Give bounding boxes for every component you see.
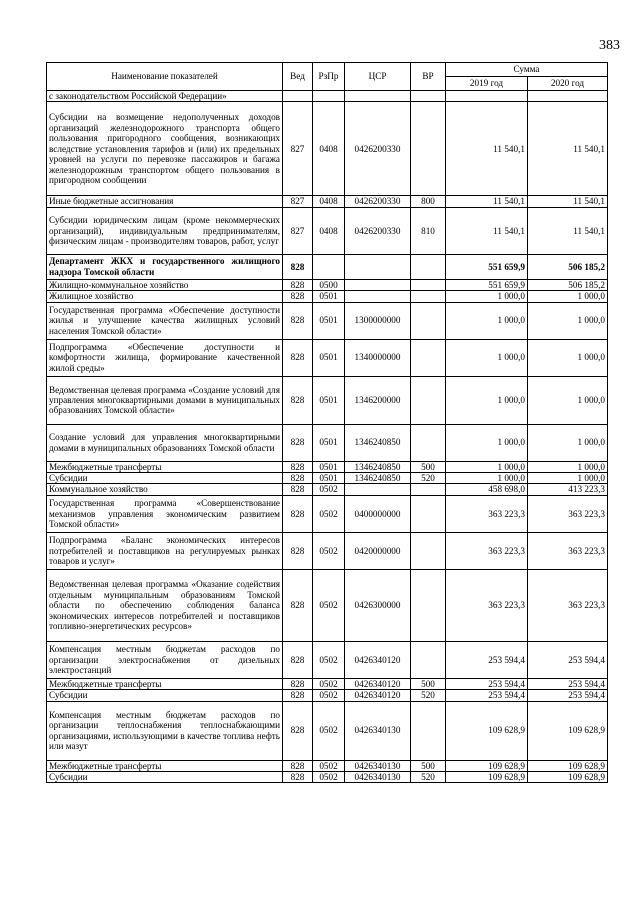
table-row	[47, 207, 608, 254]
row-name: Департамент ЖКХ и государственного жилищного надзора Томской области	[47, 254, 283, 279]
row-sum-2020	[528, 91, 608, 102]
row-sum-2019: 1 000,0	[446, 291, 528, 302]
table-row	[47, 376, 608, 424]
row-name: Субсидии юридическим лицам (кроме некоммерческих организаций), индивидуальным предпринимателям, физическим лицам - производителям товаров, работ, услуг	[47, 207, 283, 254]
row-ved: 827	[283, 207, 313, 254]
row-ved: 827	[283, 196, 313, 207]
table-row	[47, 339, 608, 376]
row-sum-2020: 506 185,2	[528, 279, 608, 290]
row-csr: 0426340120	[345, 641, 411, 678]
table-row	[47, 760, 608, 771]
table-row	[47, 461, 608, 472]
row-vr	[411, 339, 446, 376]
row-csr: 1346240850	[345, 424, 411, 461]
header-ved: Вед	[283, 63, 313, 91]
row-vr: 800	[411, 196, 446, 207]
page-number: 383	[599, 38, 620, 53]
row-csr: 0420000000	[345, 532, 411, 569]
table-row	[47, 678, 608, 689]
row-csr: 0426340130	[345, 760, 411, 771]
row-ved: 828	[283, 461, 313, 472]
row-rzpr: 0502	[313, 641, 345, 678]
row-name: с законодательством Российской Федерации»	[47, 91, 283, 102]
row-sum-2019	[446, 91, 528, 102]
row-rzpr: 0502	[313, 701, 345, 760]
row-vr: 520	[411, 772, 446, 783]
row-name: Ведомственная целевая программа «Создание условий для управления многоквартирными домами в муниципальных образованиях Томской области»	[47, 376, 283, 424]
row-ved: 828	[283, 569, 313, 641]
row-vr: 810	[411, 207, 446, 254]
row-csr	[345, 91, 411, 102]
row-csr	[345, 279, 411, 290]
row-ved: 828	[283, 678, 313, 689]
row-ved: 828	[283, 424, 313, 461]
row-csr: 1300000000	[345, 302, 411, 339]
row-vr	[411, 279, 446, 290]
row-sum-2019: 109 628,9	[446, 760, 528, 771]
row-rzpr: 0408	[313, 207, 345, 254]
row-ved: 828	[283, 690, 313, 701]
row-rzpr: 0502	[313, 772, 345, 783]
row-csr	[345, 291, 411, 302]
row-sum-2019: 253 594,4	[446, 641, 528, 678]
row-sum-2020: 253 594,4	[528, 678, 608, 689]
table-body	[47, 91, 608, 783]
row-name: Субсидии на возмещение недополученных доходов организаций железнодорожного транспорта общего пользования пригородного сообщения, возникающих вследствие установления тарифов и (или) их предельных уровней на услуги по перевозке пассажиров и багажа железнодорожным транспортом общего пользования в пригородном сообщении	[47, 102, 283, 196]
row-name: Коммунальное хозяйство	[47, 484, 283, 495]
row-sum-2020: 506 185,2	[528, 254, 608, 279]
row-vr: 520	[411, 690, 446, 701]
header-name: Наименование показателей	[47, 63, 283, 91]
row-ved: 828	[283, 279, 313, 290]
budget-table	[46, 62, 608, 783]
header-rzpr: РзПр	[313, 63, 345, 91]
row-rzpr: 0501	[313, 461, 345, 472]
row-vr	[411, 495, 446, 532]
row-sum-2019: 109 628,9	[446, 772, 528, 783]
row-sum-2019: 551 659,9	[446, 279, 528, 290]
row-name: Субсидии	[47, 772, 283, 783]
row-vr	[411, 302, 446, 339]
row-sum-2020: 11 540,1	[528, 196, 608, 207]
row-sum-2019: 109 628,9	[446, 701, 528, 760]
row-csr: 0400000000	[345, 495, 411, 532]
row-sum-2019: 551 659,9	[446, 254, 528, 279]
row-name: Компенсация местным бюджетам расходов по организации электроснабжения от дизельных электростанций	[47, 641, 283, 678]
row-vr: 520	[411, 473, 446, 484]
header-csr: ЦСР	[345, 63, 411, 91]
table-row	[47, 254, 608, 279]
row-sum-2019: 1 000,0	[446, 424, 528, 461]
table-row	[47, 701, 608, 760]
row-rzpr: 0408	[313, 196, 345, 207]
row-vr	[411, 254, 446, 279]
row-sum-2020: 1 000,0	[528, 376, 608, 424]
row-csr: 0426200330	[345, 102, 411, 196]
row-name: Жилищное хозяйство	[47, 291, 283, 302]
row-name: Ведомственная целевая программа «Оказание содействия отдельным муниципальным образованиям Томской области по обеспечению соблюдения баланса экономических интересов потребителей и поставщиков топливно-энергетических ресурсов»	[47, 569, 283, 641]
header-vr: ВР	[411, 63, 446, 91]
row-csr: 0426340130	[345, 772, 411, 783]
row-sum-2020: 1 000,0	[528, 291, 608, 302]
table-row	[47, 495, 608, 532]
header-year-2020: 2020 год	[528, 77, 608, 91]
row-ved: 828	[283, 701, 313, 760]
row-name: Подпрограмма «Баланс экономических интересов потребителей и поставщиков на регулируемых рынках товаров и услуг»	[47, 532, 283, 569]
table-row	[47, 91, 608, 102]
row-rzpr: 0408	[313, 102, 345, 196]
row-vr: 500	[411, 760, 446, 771]
table-row	[47, 302, 608, 339]
header-year-2019: 2019 год	[446, 77, 528, 91]
row-name: Межбюджетные трансферты	[47, 760, 283, 771]
row-rzpr: 0502	[313, 690, 345, 701]
row-ved: 828	[283, 772, 313, 783]
row-sum-2019: 363 223,3	[446, 569, 528, 641]
row-ved: 828	[283, 760, 313, 771]
row-sum-2020: 109 628,9	[528, 760, 608, 771]
row-rzpr	[313, 254, 345, 279]
row-rzpr: 0502	[313, 484, 345, 495]
row-sum-2020: 1 000,0	[528, 339, 608, 376]
row-ved: 828	[283, 339, 313, 376]
row-sum-2020: 363 223,3	[528, 495, 608, 532]
row-rzpr: 0502	[313, 532, 345, 569]
row-sum-2019: 1 000,0	[446, 473, 528, 484]
row-name: Создание условий для управления многоквартирными домами в муниципальных образованиях Томской области	[47, 424, 283, 461]
row-csr: 0426300000	[345, 569, 411, 641]
row-sum-2020: 109 628,9	[528, 772, 608, 783]
row-rzpr: 0502	[313, 678, 345, 689]
row-name: Субсидии	[47, 690, 283, 701]
row-sum-2019: 363 223,3	[446, 495, 528, 532]
row-vr	[411, 424, 446, 461]
row-name: Подпрограмма «Обеспечение доступности и комфортности жилища, формирование качественной жилой среды»	[47, 339, 283, 376]
table-row	[47, 196, 608, 207]
row-sum-2019: 458 698,0	[446, 484, 528, 495]
row-vr: 500	[411, 461, 446, 472]
row-sum-2020: 253 594,4	[528, 690, 608, 701]
row-csr: 0426200330	[345, 196, 411, 207]
table-row	[47, 424, 608, 461]
row-sum-2019: 253 594,4	[446, 690, 528, 701]
row-rzpr: 0501	[313, 339, 345, 376]
row-sum-2019: 1 000,0	[446, 376, 528, 424]
table-row	[47, 279, 608, 290]
row-csr: 0426340120	[345, 678, 411, 689]
header-sum: Сумма	[446, 63, 608, 77]
table-row	[47, 291, 608, 302]
row-csr: 0426340120	[345, 690, 411, 701]
table-row	[47, 772, 608, 783]
row-rzpr: 0501	[313, 473, 345, 484]
row-sum-2020: 253 594,4	[528, 641, 608, 678]
row-ved: 828	[283, 484, 313, 495]
row-vr	[411, 291, 446, 302]
row-name: Компенсация местным бюджетам расходов по организации теплоснабжения теплоснабжающими организациями, использующими в качестве топлива нефть или мазут	[47, 701, 283, 760]
row-rzpr: 0501	[313, 302, 345, 339]
row-sum-2020: 1 000,0	[528, 302, 608, 339]
row-ved: 828	[283, 473, 313, 484]
row-ved	[283, 91, 313, 102]
row-rzpr: 0502	[313, 495, 345, 532]
table-row	[47, 102, 608, 196]
row-sum-2020: 363 223,3	[528, 532, 608, 569]
row-csr: 1346200000	[345, 376, 411, 424]
row-csr	[345, 254, 411, 279]
row-rzpr: 0502	[313, 760, 345, 771]
row-sum-2020: 413 223,3	[528, 484, 608, 495]
row-ved: 828	[283, 254, 313, 279]
row-vr: 500	[411, 678, 446, 689]
table-row	[47, 690, 608, 701]
row-vr	[411, 376, 446, 424]
row-rzpr: 0501	[313, 291, 345, 302]
table-row	[47, 532, 608, 569]
row-name: Иные бюджетные ассигнования	[47, 196, 283, 207]
row-vr	[411, 701, 446, 760]
row-name: Межбюджетные трансферты	[47, 461, 283, 472]
row-sum-2019: 11 540,1	[446, 207, 528, 254]
row-rzpr: 0501	[313, 424, 345, 461]
row-rzpr: 0501	[313, 376, 345, 424]
row-sum-2020: 109 628,9	[528, 701, 608, 760]
row-sum-2019: 11 540,1	[446, 102, 528, 196]
row-ved: 828	[283, 495, 313, 532]
row-ved: 828	[283, 291, 313, 302]
row-csr: 1346240850	[345, 461, 411, 472]
row-sum-2019: 253 594,4	[446, 678, 528, 689]
row-ved: 828	[283, 532, 313, 569]
row-name: Государственная программа «Обеспечение доступности жилья и улучшение качества жилищных условий населения Томской области»	[47, 302, 283, 339]
row-ved: 828	[283, 302, 313, 339]
table-row	[47, 641, 608, 678]
row-rzpr: 0502	[313, 569, 345, 641]
row-ved: 827	[283, 102, 313, 196]
table-row	[47, 569, 608, 641]
row-name: Субсидии	[47, 473, 283, 484]
row-sum-2020: 11 540,1	[528, 207, 608, 254]
row-name: Государственная программа «Совершенствование механизмов управления экономическим развитием Томской области»	[47, 495, 283, 532]
row-vr	[411, 484, 446, 495]
table-row	[47, 484, 608, 495]
row-csr: 1346240850	[345, 473, 411, 484]
row-name: Межбюджетные трансферты	[47, 678, 283, 689]
row-csr: 0426200330	[345, 207, 411, 254]
row-sum-2019: 1 000,0	[446, 302, 528, 339]
row-vr	[411, 102, 446, 196]
row-csr: 0426340130	[345, 701, 411, 760]
row-sum-2019: 1 000,0	[446, 461, 528, 472]
row-ved: 828	[283, 641, 313, 678]
row-sum-2020: 1 000,0	[528, 424, 608, 461]
row-sum-2019: 11 540,1	[446, 196, 528, 207]
row-sum-2019: 1 000,0	[446, 339, 528, 376]
row-sum-2020: 363 223,3	[528, 569, 608, 641]
row-vr	[411, 532, 446, 569]
row-ved: 828	[283, 376, 313, 424]
table-row	[47, 473, 608, 484]
row-sum-2020: 1 000,0	[528, 473, 608, 484]
row-vr	[411, 91, 446, 102]
row-sum-2020: 11 540,1	[528, 102, 608, 196]
row-vr	[411, 641, 446, 678]
row-csr	[345, 484, 411, 495]
row-vr	[411, 569, 446, 641]
row-sum-2019: 363 223,3	[446, 532, 528, 569]
row-rzpr	[313, 91, 345, 102]
row-rzpr: 0500	[313, 279, 345, 290]
row-sum-2020: 1 000,0	[528, 461, 608, 472]
row-csr: 1340000000	[345, 339, 411, 376]
row-name: Жилищно-коммунальное хозяйство	[47, 279, 283, 290]
